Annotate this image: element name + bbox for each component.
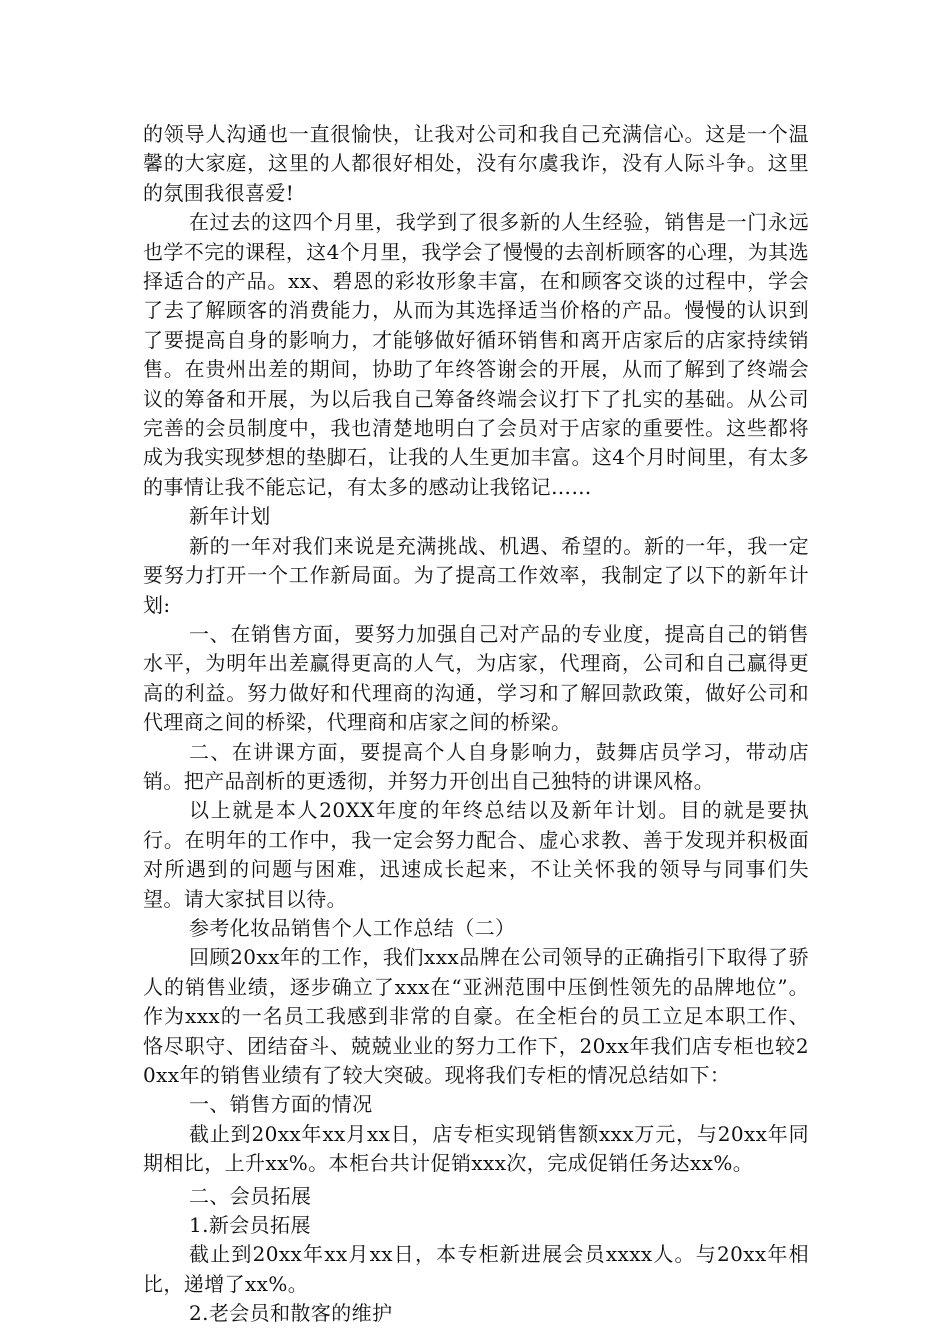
paragraph-intro-ending: 的领导人沟通也一直很愉快，让我对公司和我自己充满信心。这是一个温馨的大家庭，这里的人都很好相处，没有尔虞我诈，没有人际斗争。这里的氛围我很喜爱!	[143, 122, 809, 205]
paragraph-plan-lecturing: 二、在讲课方面，要提高个人自身影响力，鼓舞店员学习，带动店销。把产品剖析的更透彻，并努力开创出自己独特的讲课风格。	[143, 739, 809, 793]
paragraph-new-member-figures: 截止到20xx年xx月xx日，本专柜新进展会员xxxx人。与20xx年相比，递增了xx%。	[143, 1242, 809, 1296]
section-heading-member-expansion: 二、会员拓展	[189, 1183, 312, 1208]
section-heading-new-year-plan: 新年计划	[189, 504, 271, 529]
section-heading-sales-situation: 一、销售方面的情况	[189, 1092, 373, 1117]
paragraph-summary-conclusion: 以上就是本人20XX年度的年终总结以及新年计划。目的就是要执行。在明年的工作中，我一定会努力配合、虚心求教、善于发现并积极面对所遇到的问题与困难，迅速成长起来，不让关怀我的领导与同事们失望。请大家拭目以待。	[143, 798, 809, 911]
subheading-new-member-expansion: 1.新会员拓展	[189, 1213, 311, 1238]
paragraph-plan-sales: 一、在销售方面，要努力加强自己对产品的专业度，提高自己的销售水平，为明年出差赢得更高的人气，为店家，代理商，公司和自己赢得更高的利益。努力做好和代理商的沟通，学习和了解回款政策，做好公司和代理商之间的桥梁，代理商和店家之间的桥梁。	[143, 621, 809, 735]
paragraph-sales-figures: 截止到20xx年xx月xx日，店专柜实现销售额xxx万元，与20xx年同期相比，上升xx%。本柜台共计促销xxx次，完成促销任务达xx%。	[143, 1121, 809, 1176]
document-body	[143, 120, 809, 1329]
paragraph-four-months-experience: 在过去的这四个月里，我学到了很多新的人生经验，销售是一门永远也学不完的课程，这4个月里，我学会了慢慢的去剖析顾客的心理，为其选择适合的产品。xx、碧恩的彩妆形象丰富，在和顾客交谈的过程中，学会了去了解顾客的消费能力，从而为其选择适当价格的产品。慢慢的认识到了要提高自身的影响力，才能够做好循环销售和离开店家后的店家持续销售。在贵州出差的期间，协助了年终答谢会的开展，从而了解到了终端会议的筹备和开展，为以后我自己筹备终端会议打下了扎实的基础。从公司完善的会员制度中，我也清楚地明白了会员对于店家的重要性。这些都将成为我实现梦想的垫脚石，让我的人生更加丰富。这4个月时间里，有太多的事情让我不能忘记，有太多的感动让我铭记……	[143, 210, 809, 499]
paragraph-new-year-intro: 新的一年对我们来说是充满挑战、机遇、希望的。新的一年，我一定要努力打开一个工作新局面。为了提高工作效率，我制定了以下的新年计划:	[143, 533, 809, 617]
paragraph-review-year: 回顾20xx年的工作，我们xxx品牌在公司领导的正确指引下取得了骄人的销售业绩，逐步确立了xxx在“亚洲范围中压倒性领先的品牌地位”。作为xxx的一名员工我感到非常的自豪。在全柜台的员工立足本职工作、恪尽职守、团结奋斗、兢兢业业的努力工作下，20xx年我们店专柜也较20xx年的销售业绩有了较大突破。现将我们专柜的情况总结如下：	[143, 945, 809, 1087]
subheading-old-member-maintenance: 2.老会员和散客的维护	[189, 1301, 393, 1326]
section-heading-reference-summary-two: 参考化妆品销售个人工作总结（二）	[189, 915, 516, 940]
